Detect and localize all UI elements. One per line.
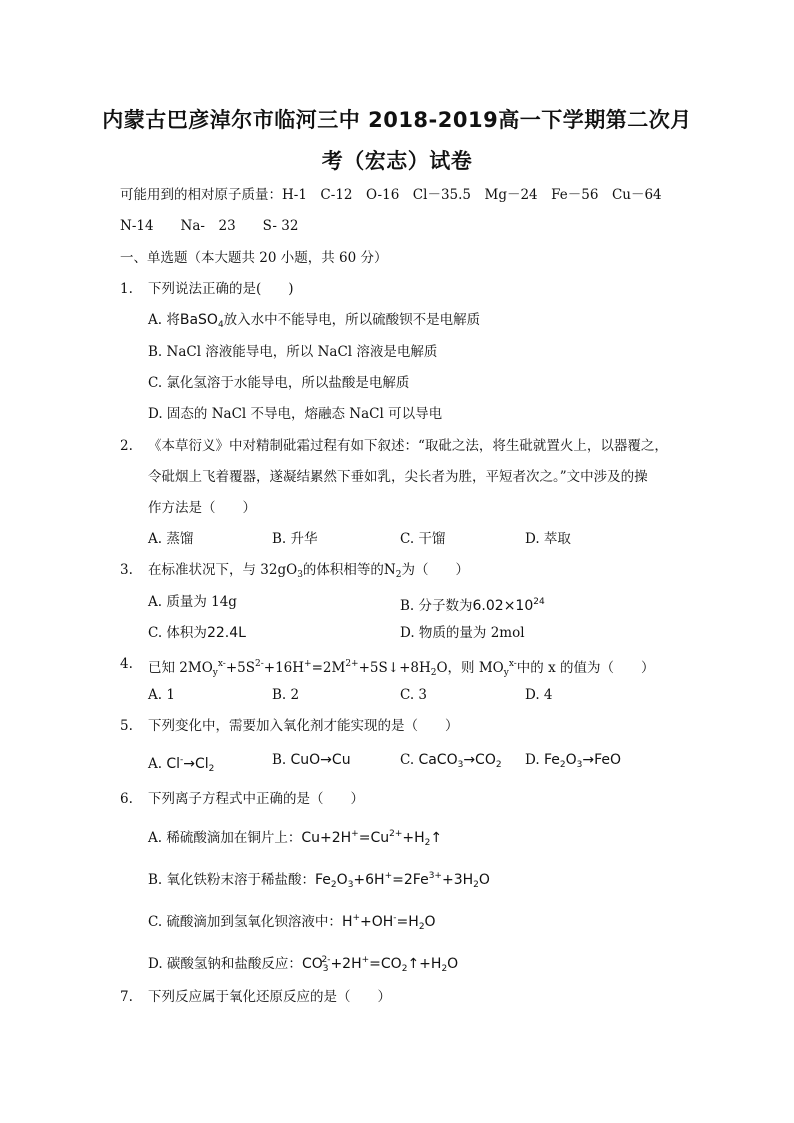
question-5-option-a: [148, 752, 214, 777]
formula-text: 6.02×10: [472, 598, 534, 614]
equation-text: Fe: [315, 872, 331, 888]
equation-text: O: [336, 872, 348, 888]
formula: CuO→Cu: [290, 752, 351, 768]
subscript: y: [503, 668, 509, 678]
stem-part: 在标准状况下，与 32gO: [148, 562, 298, 578]
superscript: 3+: [428, 871, 442, 881]
equation-text: Cu+2H: [301, 830, 352, 846]
option-prefix: C.: [400, 752, 415, 768]
subscript: 2: [495, 760, 502, 770]
stem-part: +16H: [263, 660, 305, 676]
question-3-stem: [148, 562, 469, 583]
question-2-line2: 令砒烟上飞着覆器，遂凝结累然下垂如乳，尖长者为胜，平短者次之。”文中涉及的操: [148, 469, 648, 485]
formula-text: →CO: [463, 752, 496, 768]
stem-part: 为（ ）: [401, 562, 469, 578]
formula: [166, 756, 214, 772]
equation-text: O: [478, 872, 490, 888]
option-prefix: D. 碳酸氢钠和盐酸反应：: [148, 956, 302, 972]
option-a-prefix: A. 将: [148, 312, 180, 328]
subscript: 2: [430, 668, 437, 678]
question-number-4: 4.: [120, 656, 133, 672]
equation-text: +3H: [441, 872, 474, 888]
superscript: +: [384, 871, 393, 881]
stem-part: =2M: [311, 660, 346, 676]
question-number-6: 6.: [120, 791, 133, 807]
formula-subscript: 4: [217, 320, 224, 330]
document-title-line2: 考（宏志）试卷: [321, 149, 473, 173]
formula-text: O: [565, 752, 577, 768]
question-4-option-c: C. 3: [400, 687, 428, 703]
option-prefix: C. 硫酸滴加到氢氧化钡溶液中：: [148, 914, 342, 930]
question-5-option-d: [525, 752, 621, 773]
formula-text: Cl: [166, 756, 181, 772]
section-heading: 一、单选题（本大题共 20 小题，共 60 分）: [120, 250, 388, 266]
option-prefix: C. 体积为: [148, 625, 207, 641]
question-2-line1: 《本草衍义》中对精制砒霜过程有如下叙述：“取砒之法，将生砒就置火上，以器覆之，: [148, 438, 668, 454]
superscript: +: [351, 829, 359, 839]
equation-text: H: [341, 914, 353, 930]
equation-text: =H: [396, 914, 419, 930]
superscript: 2+: [389, 829, 403, 839]
equation: [342, 914, 436, 930]
subscript: 2: [424, 838, 431, 848]
question-6-option-b: [148, 868, 490, 893]
question-2-option-c: C. 干馏: [400, 531, 446, 547]
question-3-option-b: [400, 594, 545, 614]
equation-text: +H: [402, 830, 425, 846]
question-5-option-b: [272, 752, 351, 768]
option-a-text: 放入水中不能导电，所以硫酸钡不是电解质: [223, 312, 481, 328]
subscript: 2: [208, 764, 215, 774]
stem-part: +5S: [225, 660, 255, 676]
option-prefix: B.: [272, 752, 287, 768]
formula-volume: 22.4L: [206, 625, 246, 641]
equation-text: O: [447, 956, 459, 972]
superscript: x-: [508, 659, 517, 669]
superscript: x-: [217, 659, 226, 669]
question-2-option-a: A. 蒸馏: [148, 531, 194, 547]
formula-text: BaSO: [179, 312, 218, 328]
equation-text: +2H: [330, 956, 362, 972]
subscript: 3: [297, 570, 303, 580]
question-number-3: 3.: [120, 562, 133, 578]
subscript: 2: [441, 964, 448, 974]
question-number-1: 1.: [120, 281, 133, 297]
atomic-mass-line1: 可能用到的相对原子质量：H-1 C-12 O-16 Cl－35.5 Mg－24 Fe－56 Cu－64: [120, 187, 662, 203]
stem-part: 中的 x 的值为（ ）: [516, 660, 655, 676]
superscript: +: [361, 955, 370, 965]
equation-text: ↑: [430, 830, 443, 846]
superscript: -: [393, 913, 397, 923]
stem-part: 已知 2MO: [148, 660, 213, 676]
stem-part: 的体积相等的N: [302, 562, 396, 578]
equation-text: +OH: [360, 914, 394, 930]
question-3-option-a: A. 质量为 14g: [148, 594, 237, 610]
option-prefix: B. 分子数为: [400, 598, 473, 614]
equation-text: O: [424, 914, 436, 930]
formula-text: CaCO: [418, 752, 458, 768]
question-2-line3: 作方法是（ ）: [148, 500, 256, 516]
question-4-option-d: D. 4: [525, 687, 553, 703]
equation-text: =2Fe: [392, 872, 429, 888]
subscript: 2: [401, 964, 408, 974]
superscript: 2+: [345, 659, 359, 669]
question-number-5: 5.: [120, 718, 133, 734]
superscript: -: [180, 755, 184, 765]
formula-avogadro: [473, 598, 545, 614]
formula-baso4: [180, 312, 224, 328]
question-1-stem: 下列说法正确的是( ): [148, 281, 294, 297]
equation-text: ↑+H: [407, 956, 442, 972]
question-5-stem: 下列变化中，需要加入氧化剂才能实现的是（ ）: [148, 718, 459, 734]
question-2-option-d: D. 萃取: [525, 531, 571, 547]
option-prefix: A. 稀硫酸滴加在铜片上：: [148, 830, 302, 846]
question-1-option-c: C. 氯化氢溶于水能导电，所以盐酸是电解质: [148, 375, 410, 391]
subscript: 3: [322, 964, 329, 974]
question-4-stem: [148, 656, 655, 681]
question-6-stem: 下列离子方程式中正确的是（ ）: [148, 791, 364, 807]
question-1-option-b: B. NaCl 溶液能导电，所以 NaCl 溶液是电解质: [148, 344, 438, 360]
question-3-option-c: [148, 625, 246, 641]
formula-text: →FeO: [582, 752, 621, 768]
question-6-option-d: [148, 952, 458, 977]
question-number-7: 7.: [120, 989, 133, 1005]
superscript: 2-: [321, 955, 331, 965]
question-4-option-a: A. 1: [148, 687, 175, 703]
subscript: y: [212, 668, 218, 678]
superscript: 2-: [255, 659, 264, 669]
equation: [301, 830, 442, 846]
option-prefix: A.: [148, 756, 163, 772]
formula-text: Fe: [543, 752, 560, 768]
subscript: 3: [457, 760, 464, 770]
question-7-stem: 下列反应属于氧化还原反应的是（ ）: [148, 989, 391, 1005]
equation-text: =CO: [369, 956, 402, 972]
subscript: 2: [418, 922, 425, 932]
subscript: 3: [347, 880, 354, 890]
equation-text: +6H: [353, 872, 385, 888]
option-prefix: D.: [525, 752, 540, 768]
subscript: 2: [330, 880, 337, 890]
subscript: 2: [473, 880, 479, 890]
question-5-option-c: [400, 752, 502, 773]
superscript: +: [352, 913, 361, 923]
question-1-option-d: D. 固态的 NaCl 不导电，熔融态 NaCl 可以导电: [148, 406, 443, 422]
subscript: 2: [559, 760, 566, 770]
subscript: 3: [576, 760, 583, 770]
superscript: +: [304, 659, 312, 669]
question-6-option-a: [148, 826, 442, 851]
equation-text: =Cu: [358, 830, 390, 846]
atomic-mass-line2: N-14 Na- 23 S- 32: [120, 218, 299, 234]
option-prefix: B. 氧化铁粉末溶于稀盐酸：: [148, 872, 316, 888]
stem-part: +5S↓+8H: [358, 660, 431, 676]
formula: [418, 752, 501, 768]
document-title-line1: 内蒙古巴彦淖尔市临河三中 2018-2019高一下学期第二次月: [102, 108, 692, 132]
question-number-2: 2.: [120, 438, 133, 454]
question-4-option-b: B. 2: [272, 687, 300, 703]
stem-part: O，则 MO: [436, 660, 504, 676]
equation: [315, 872, 490, 888]
superscript: 24: [533, 597, 545, 607]
question-1-option-a: [148, 312, 480, 333]
question-3-option-d: D. 物质的量为 2mol: [400, 625, 525, 641]
subscript: 2: [395, 570, 402, 580]
equation-text: CO: [301, 956, 323, 972]
formula-text: →Cl: [183, 756, 209, 772]
question-2-option-b: B. 升华: [272, 531, 318, 547]
formula: [544, 752, 621, 768]
equation: [302, 956, 458, 972]
question-6-option-c: [148, 910, 436, 935]
